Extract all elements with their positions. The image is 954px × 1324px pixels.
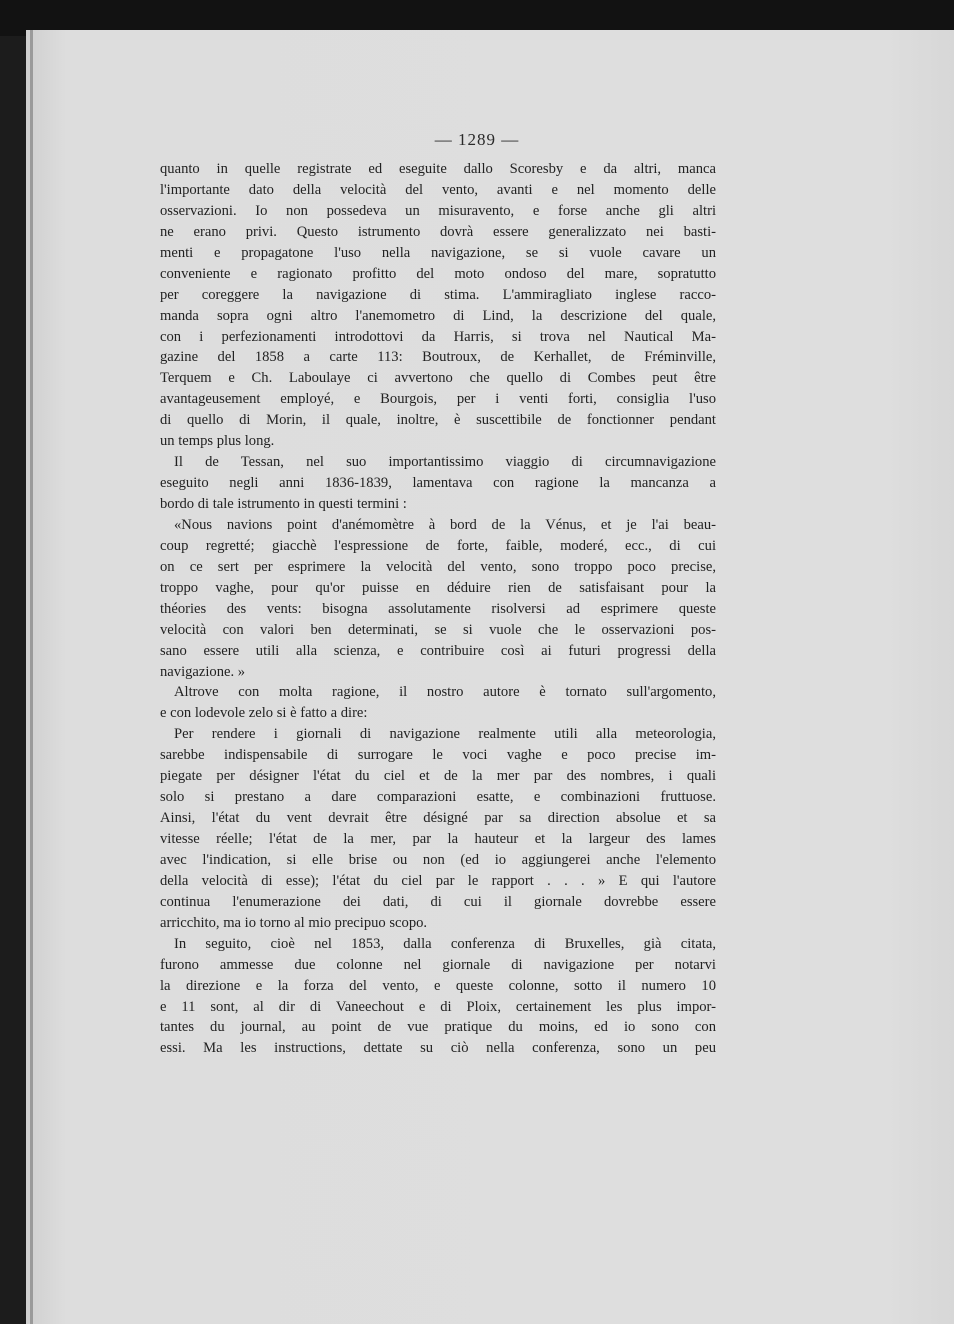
text-line: quanto in quelle registrate ed eseguite dallo Scoresby e da altri, manca [160,161,716,177]
text-line: Il de Tessan, nel suo importantissimo viaggio di circumnavigazione [174,454,716,471]
text-line: osservazioni. Io non possedeva un misuravento, e forse anche gli altri [160,202,716,219]
text-line: Ainsi, l'état du vent devrait être désigné par sa direction absolue et sa [160,810,716,827]
text-line: di quello di Morin, il quale, inoltre, è suscettibile de fonctionner pendant [160,412,716,429]
text-line: l'importante dato della velocità del vento, avanti e nel momento delle [160,181,716,198]
page-number: — 1289 — [434,130,520,149]
text-line: avantageusement employé, e Bourgois, per i venti forti, consiglia l'uso [160,391,716,408]
text-line: per coreggere la navigazione di stima. L'ammiragliato inglese racco- [160,286,716,303]
text-line: vitesse réelle; l'état de la mer, par la hauteur et la largeur des lames [160,831,716,847]
text-line: sarebbe indispensabile di surrogare le voci vaghe e poco precise im- [160,747,716,764]
text-line: essi. Ma les instructions, dettate su ciò nella conferenza, sono un peu [160,1040,716,1057]
text-line: bordo di tale istrumento in questi termini : [160,496,407,512]
text-line: théories des vents: bisogna assolutamente risolversi ad esprimere queste [160,600,716,617]
text-line: on ce sert per esprimere la velocità del vento, sono troppo poco precise, [160,558,716,575]
text-line: la direzione e la forza del vento, e queste colonne, sotto il numero 10 [160,977,716,994]
text-line: «Nous navions point d'anémomètre à bord de la Vénus, et je l'ai beau- [174,516,716,533]
text-line: un temps plus long. [160,433,275,450]
text-line: troppo vaghe, pour qu'or puisse en déduire rien de satisfaisant pour la [160,579,716,596]
text-line: continua l'enumerazione dei dati, di cui il giornale dovrebbe essere [160,893,716,910]
text-line: con i perfezionamenti introdottovi da Harris, si trova nel Nautical Ma- [160,328,716,345]
text-line: ne erano privi. Questo istrumento dovrà essere generalizzato nei basti- [160,223,716,240]
text-line: manda sopra ogni altro l'anemometro di Lind, la descrizione del quale, [160,307,716,324]
text-line: Terquem e Ch. Laboulaye ci avvertono che quello di Combes peut être [160,370,716,387]
text-line: In seguito, cioè nel 1853, dalla conferenza di Bruxelles, già citata, [174,935,716,952]
text-line: conveniente e ragionato profitto del moto ondoso del mare, sopratutto [160,265,716,282]
text-line: avec l'indication, si elle brise ou non (ed io aggiungerei anche l'elemento [160,851,716,868]
text-line: sano essere utili alla scienza, e contribuire così ai futuri progressi della [160,642,716,659]
text-line: navigazione. » [160,663,246,680]
page-binding-edge [30,30,33,1324]
text-line: velocità con valori ben determinati, se si vuole che le osservazioni pos- [160,621,716,638]
text-line: gazine del 1858 a carte 113: Boutroux, de Kerhallet, de Fréminville, [160,349,716,366]
text-line: solo si prestano a dare comparazioni esatte, e combinazioni fruttuose. [160,789,716,806]
body-text [160,159,716,1059]
text-line: furono ammesse due colonne nel giornale di navigazione per notarvi [160,956,716,973]
text-line: eseguito negli anni 1836-1839, lamentava con ragione la mancanza a [160,475,716,492]
text-line: e 11 sont, al dir di Vaneechout e di Ploix, certainement les plus impor- [160,998,716,1015]
text-line: arricchito, ma io torno al mio precipuo scopo. [160,914,428,931]
text-line: piegate per désigner l'état du ciel et de la mer par des nombres, i quali [160,768,716,785]
text-line: menti e propagatone l'uso nella navigazione, se si vuole cavare un [160,244,716,261]
text-line: e con lodevole zelo si è fatto a dire: [160,705,368,722]
text-line: della velocità di esse); l'état du ciel par le rapport . . . » E qui l'autore [160,872,716,889]
text-line: Altrove con molta ragione, il nostro autore è tornato sull'argomento, [174,684,716,701]
text-line: coup regretté; giacchè l'espressione de forte, faible, moderé, ecc., di cui [160,537,716,554]
text-line: Per rendere i giornali di navigazione realmente utili alla meteorologia, [174,726,716,743]
text-line: tantes du journal, au point de vue pratique du moins, ed io sono con [160,1019,716,1036]
